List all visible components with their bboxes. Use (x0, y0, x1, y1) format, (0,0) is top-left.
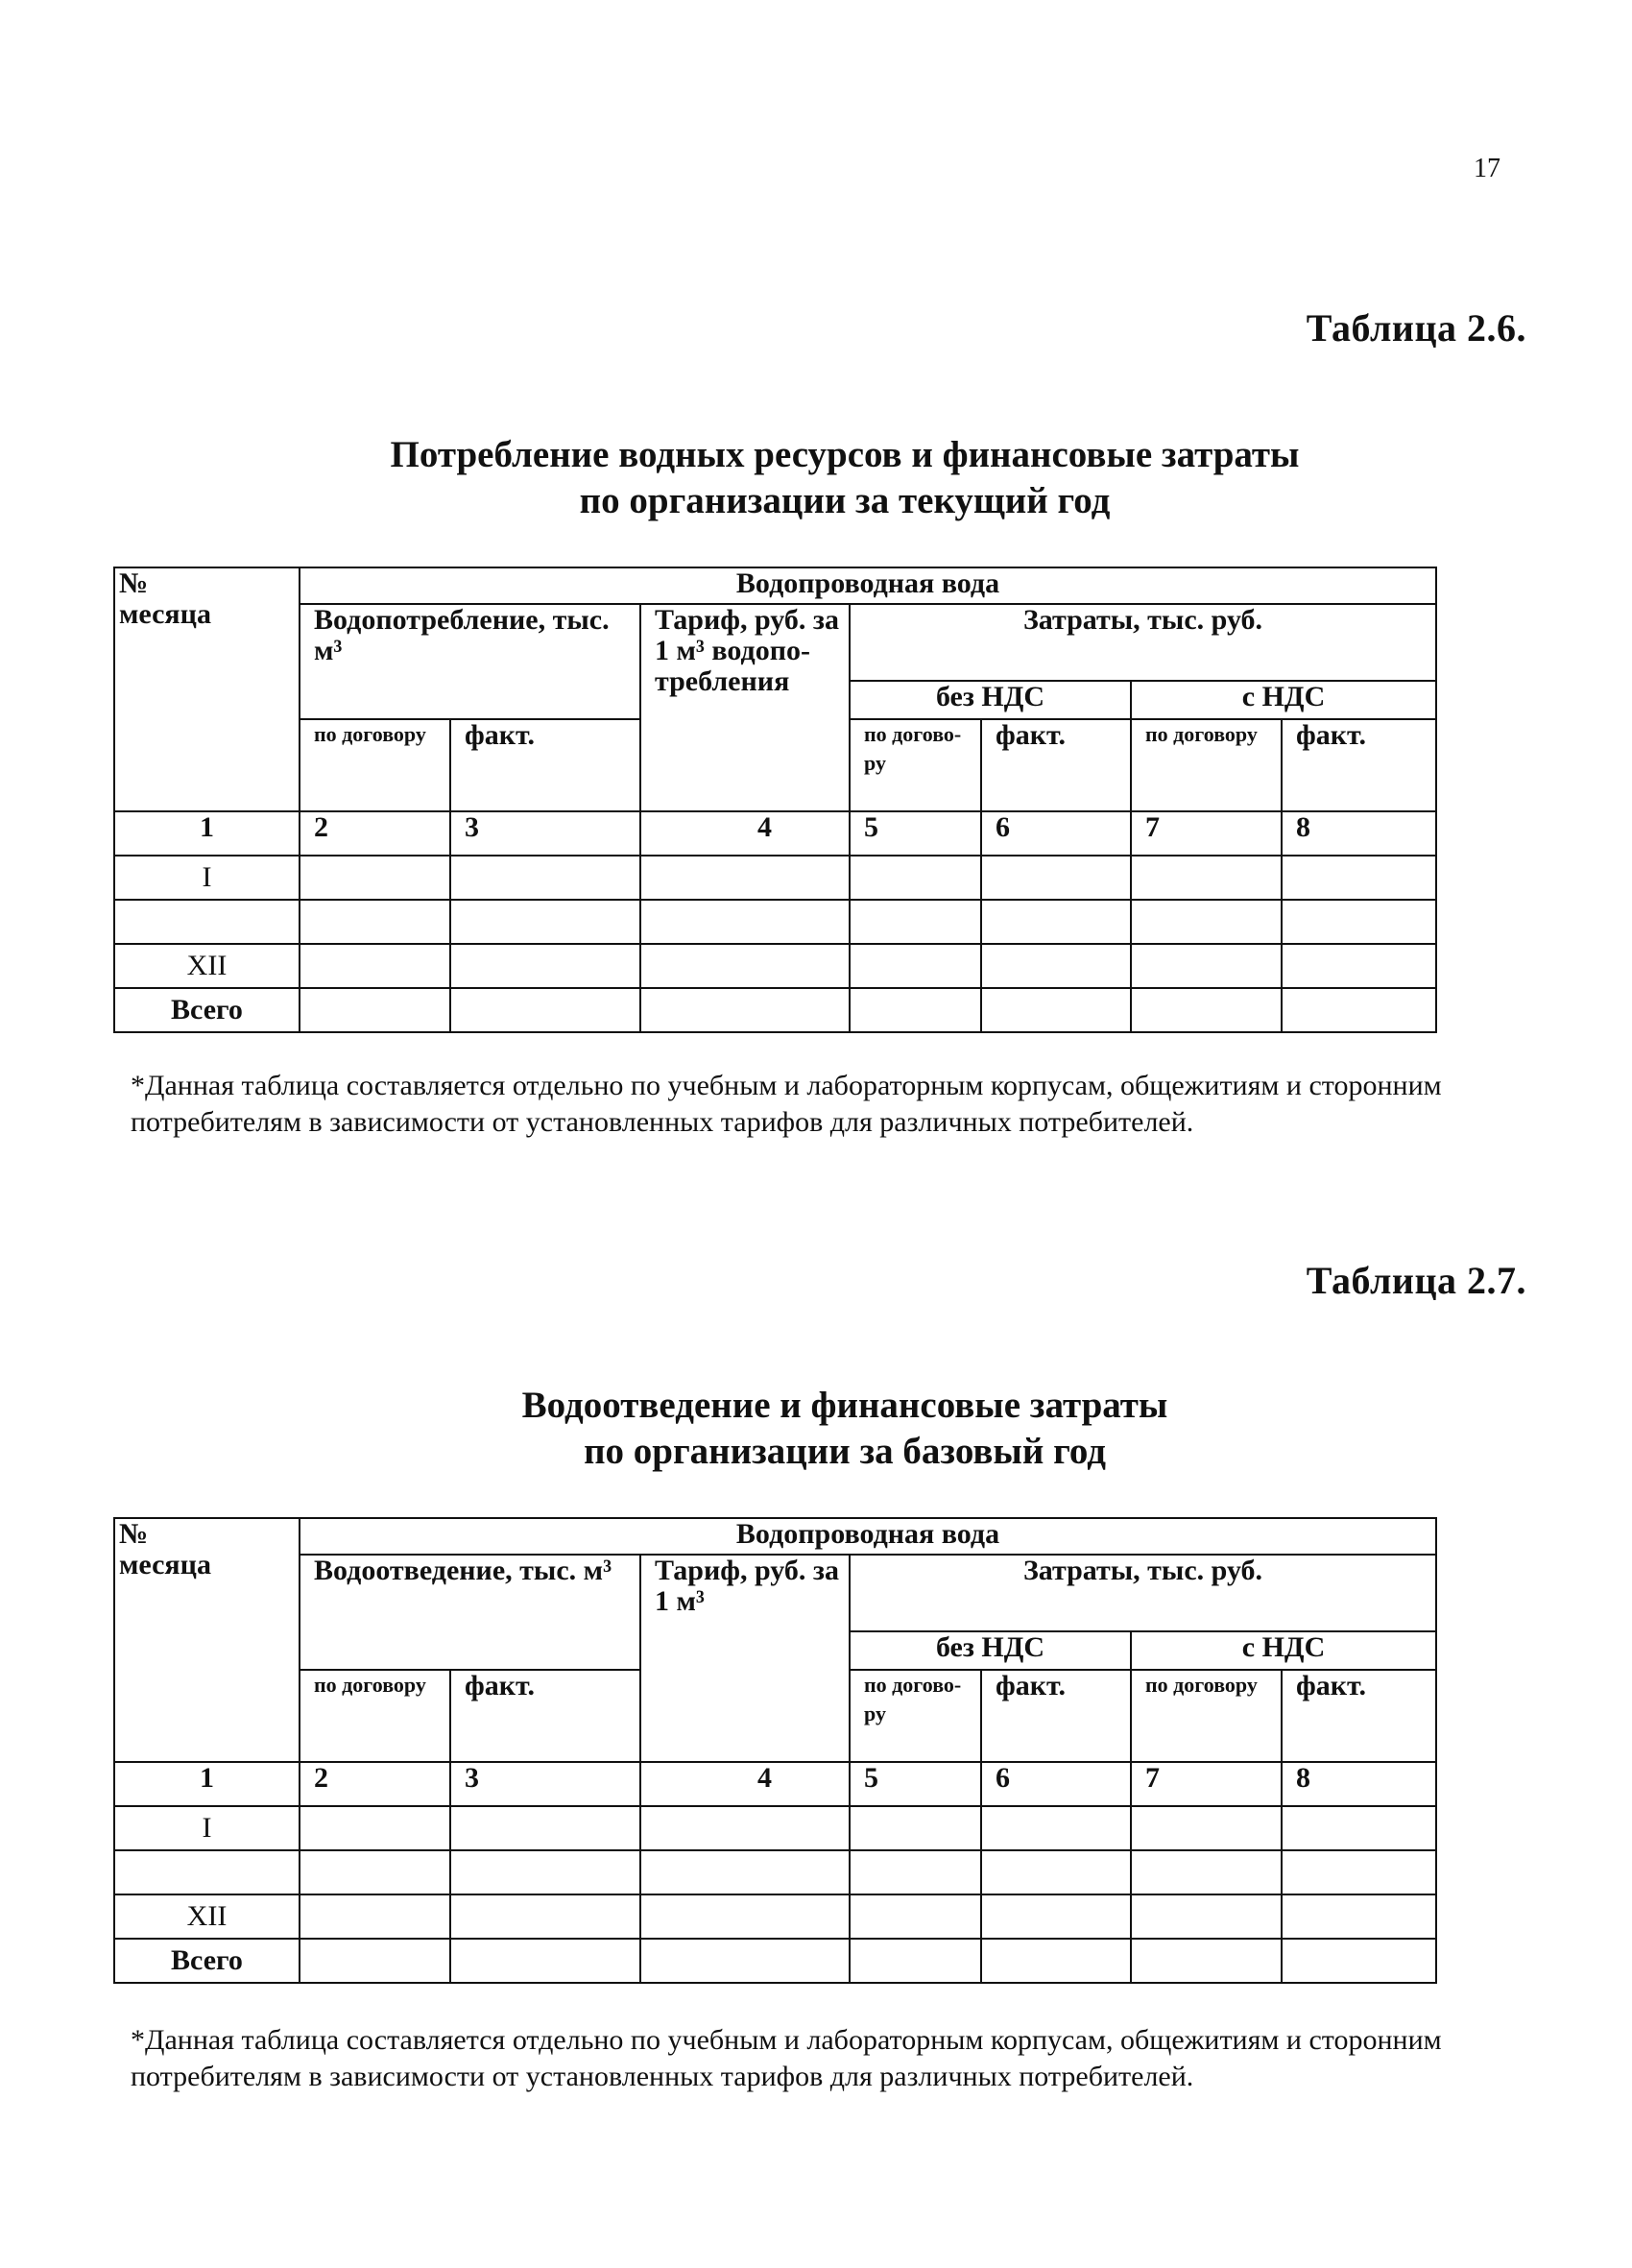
col-number: 4 (640, 1762, 850, 1806)
table-row (114, 856, 1436, 900)
no-vat-header: без НДС (850, 1631, 1131, 1670)
table-row (114, 1894, 1436, 1939)
col-number: 2 (300, 1762, 450, 1806)
row-label: I (114, 856, 300, 900)
col-number: 8 (1282, 811, 1436, 856)
row-label-total: Всего (114, 988, 300, 1032)
col-number: 5 (850, 1762, 981, 1806)
disposal-fact: факт. (450, 1670, 640, 1762)
with-vat-header: с НДС (1131, 681, 1436, 719)
with-vat-plan: по договору (1131, 1670, 1282, 1762)
table-row (114, 900, 1436, 944)
costs-header: Затраты, тыс. руб. (850, 1555, 1436, 1631)
page-number: 17 (1474, 154, 1500, 183)
consumption-fact: факт. (450, 719, 640, 811)
table-row (114, 1806, 1436, 1850)
no-vat-plan: по догово-ру (850, 719, 981, 811)
with-vat-plan: по договору (1131, 719, 1282, 811)
water-disposal-table (113, 1517, 1437, 1984)
no-vat-fact: факт. (981, 719, 1131, 811)
row-label: XII (114, 1894, 300, 1939)
costs-header: Затраты, тыс. руб. (850, 604, 1436, 681)
col-number: 3 (450, 811, 640, 856)
no-vat-fact: факт. (981, 1670, 1131, 1762)
water-consumption-table (113, 567, 1437, 1033)
col-number: 7 (1131, 1762, 1282, 1806)
table-label: Таблица 2.6. (1306, 306, 1526, 350)
row-label (114, 900, 300, 944)
col-number: 1 (114, 811, 300, 856)
footnote: *Данная таблица составляется отдельно по учебным и лабораторным корпусам, общежитиям и сторонним потребителям в зависимости от установленных тарифов для различных потребителей. (131, 2024, 1442, 2092)
row-label: I (114, 1806, 300, 1850)
tariff-header: Тариф, руб. за 1 м³ водопо-требления (640, 604, 850, 811)
col-number: 6 (981, 1762, 1131, 1806)
consumption-plan: по договору (300, 719, 450, 811)
col-number: 5 (850, 811, 981, 856)
row-label: XII (114, 944, 300, 988)
disposal-header: Водоотведение, тыс. м³ (300, 1555, 640, 1670)
row-label (114, 1850, 300, 1894)
table-row (114, 1939, 1436, 1983)
col-month-header: № месяца (114, 1518, 300, 1762)
col-number: 1 (114, 1762, 300, 1806)
col-number: 4 (640, 811, 850, 856)
disposal-plan: по договору (300, 1670, 450, 1762)
no-vat-plan: по догово-ру (850, 1670, 981, 1762)
with-vat-header: с НДС (1131, 1631, 1436, 1670)
col-number: 7 (1131, 811, 1282, 856)
no-vat-header: без НДС (850, 681, 1131, 719)
table-row (114, 944, 1436, 988)
with-vat-fact: факт. (1282, 719, 1436, 811)
table-title-line1: Потребление водных ресурсов и финансовые затраты (390, 434, 1300, 475)
table-title-line1: Водоотведение и финансовые затраты (521, 1385, 1168, 1426)
col-month-header: № месяца (114, 567, 300, 811)
col-number: 6 (981, 811, 1131, 856)
footnote: *Данная таблица составляется отдельно по учебным и лабораторным корпусам, общежитиям и сторонним потребителям в зависимости от установленных тарифов для различных потребителей. (131, 1070, 1442, 1138)
tariff-header: Тариф, руб. за 1 м³ (640, 1555, 850, 1762)
water-header: Водопроводная вода (300, 1518, 1436, 1555)
row-label-total: Всего (114, 1939, 300, 1983)
table-row (114, 1850, 1436, 1894)
col-number: 2 (300, 811, 450, 856)
table-title-line2: по организации за текущий год (579, 480, 1111, 521)
table-label: Таблица 2.7. (1306, 1259, 1526, 1302)
table-row (114, 988, 1436, 1032)
water-header: Водопроводная вода (300, 567, 1436, 604)
consumption-header: Водопотребление, тыс. м³ (300, 604, 640, 719)
table-title-line2: по организации за базовый год (584, 1431, 1106, 1472)
col-number: 8 (1282, 1762, 1436, 1806)
with-vat-fact: факт. (1282, 1670, 1436, 1762)
col-number: 3 (450, 1762, 640, 1806)
